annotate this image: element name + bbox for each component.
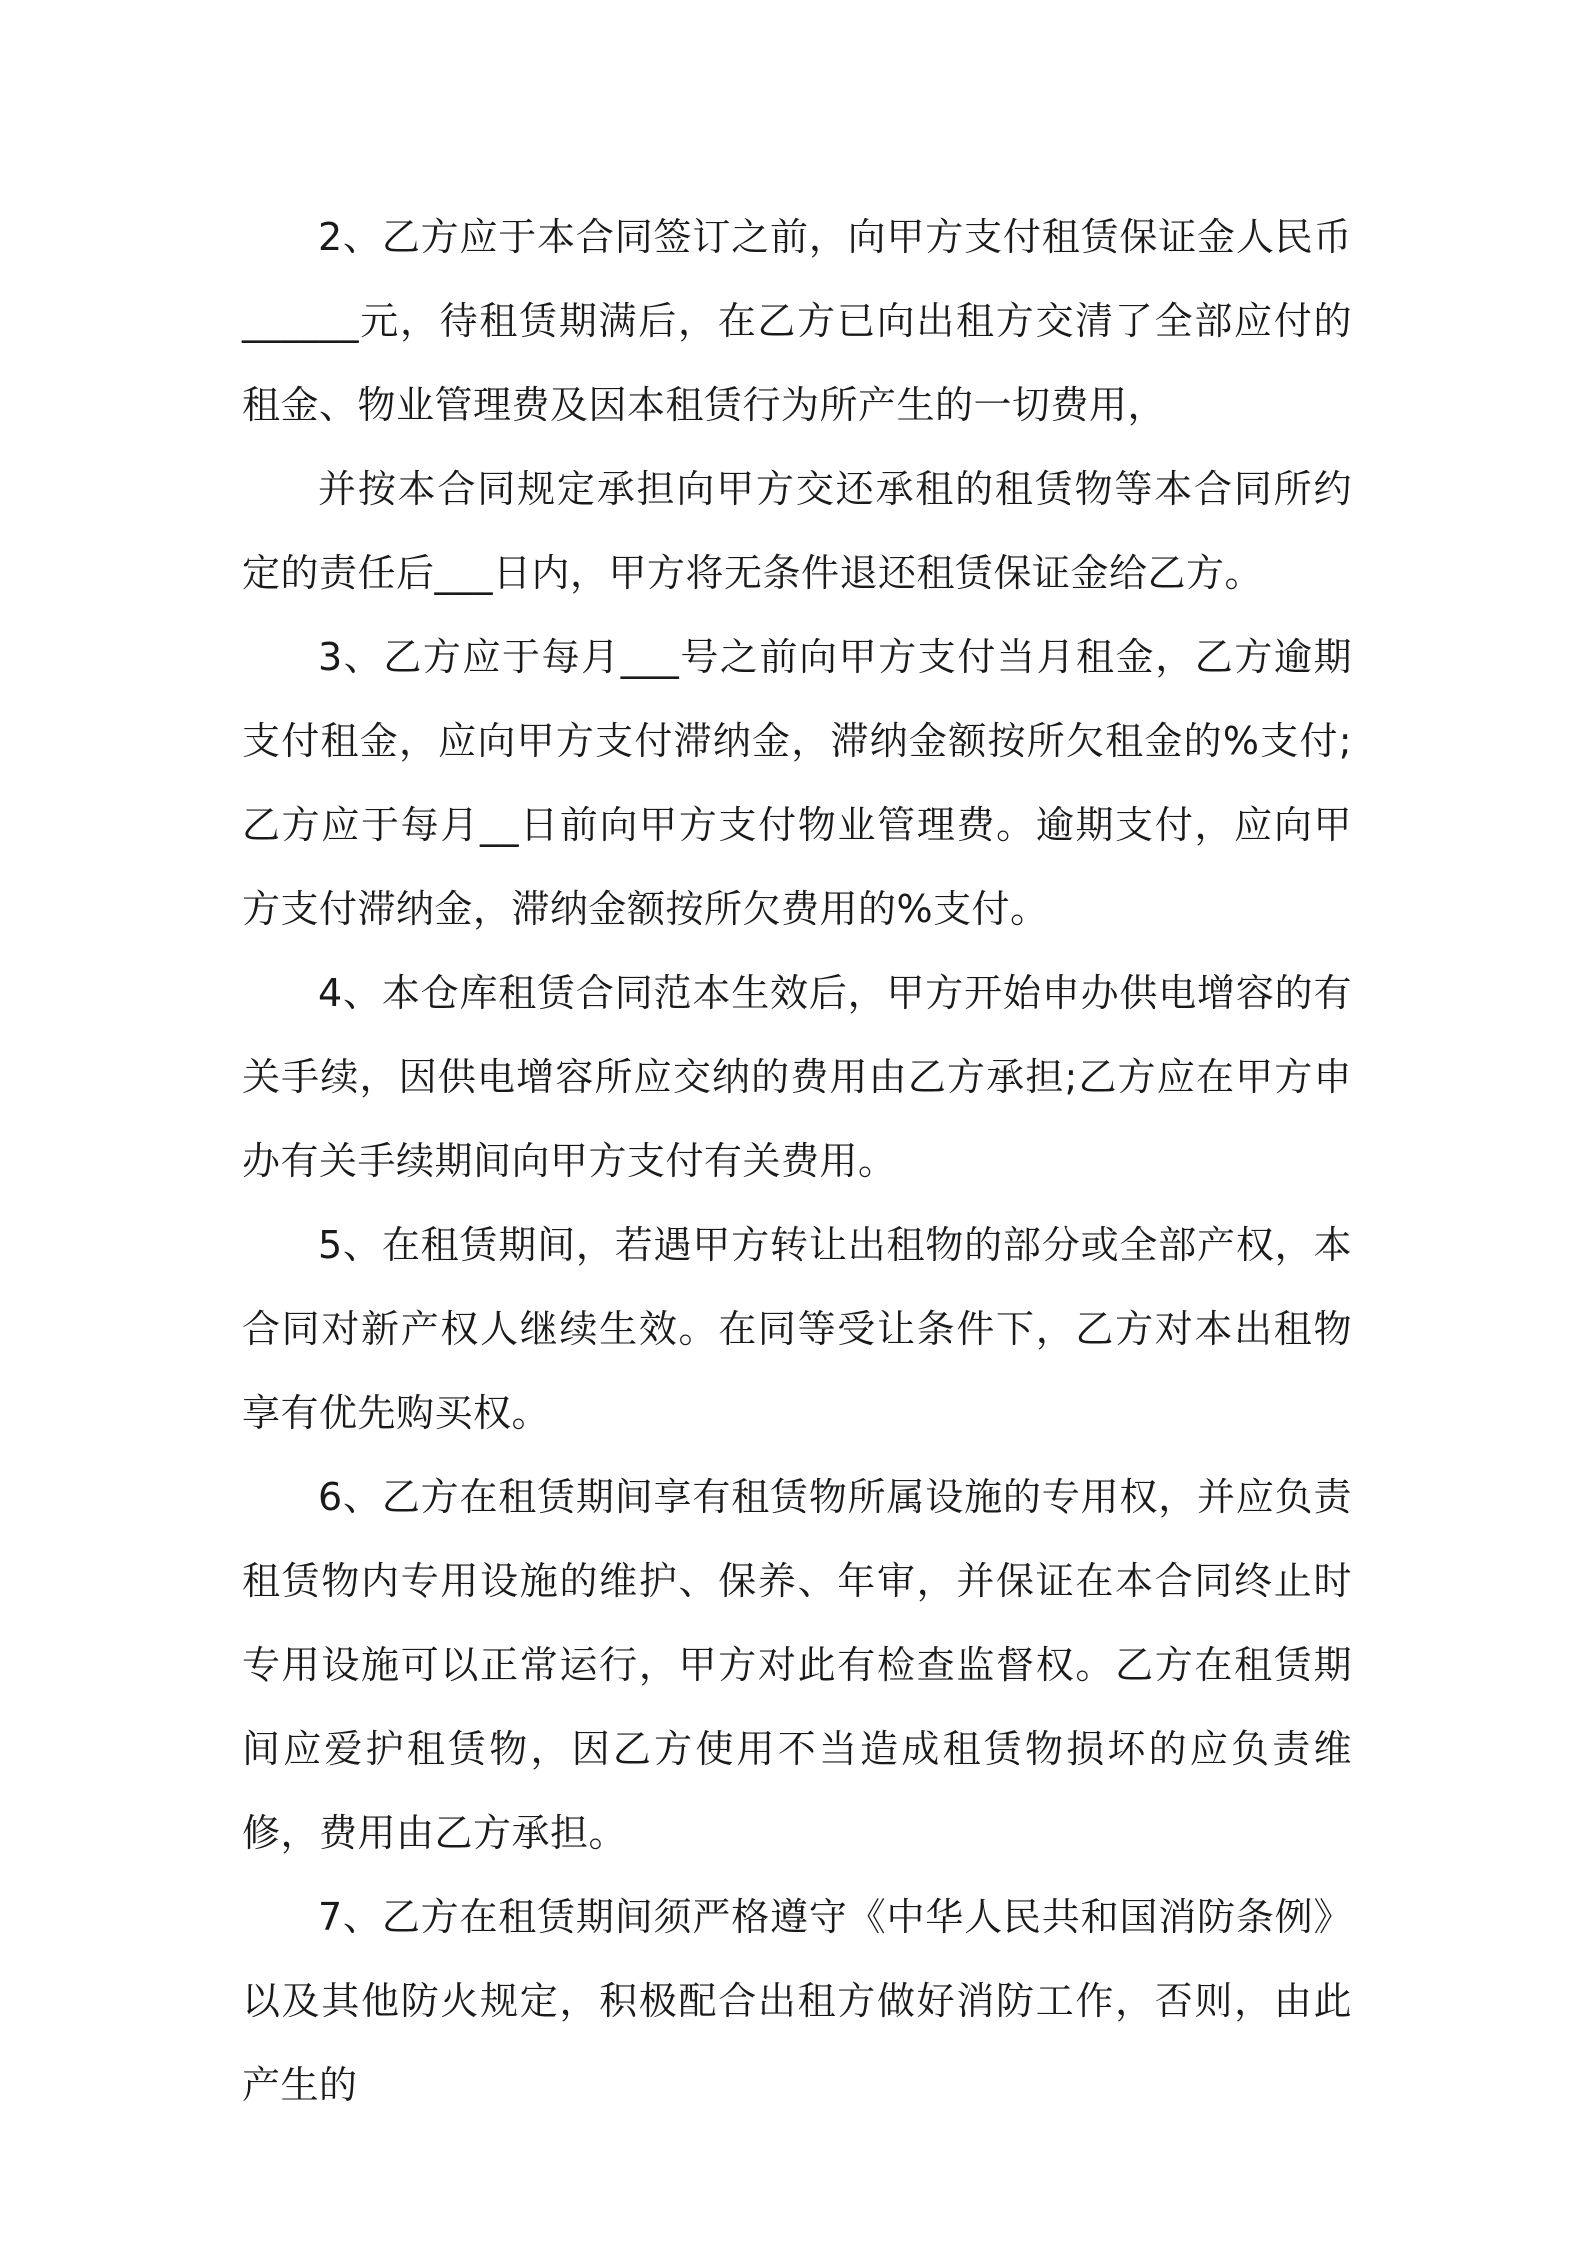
paragraph-clause-4: 4、本仓库租赁合同范本生效后，甲方开始申办供电增容的有关手续，因供电增容所应交纳的费用由乙方承担;乙方应在甲方申办有关手续期间向甲方支付有关费用。 bbox=[242, 971, 1352, 1183]
paragraph-clause-3: 3、乙方应于每月___号之前向甲方支付当月租金，乙方逾期支付租金，应向甲方支付滞纳金，滞纳金额按所欠租金的%支付;乙方应于每月__日前向甲方支付物业管理费。逾期支付，应向甲方支付滞纳金，滞纳金额按所欠费用的%支付。 bbox=[242, 635, 1352, 931]
paragraph-clause-7: 7、乙方在租赁期间须严格遵守《中华人民共和国消防条例》以及其他防火规定，积极配合出租方做好消防工作，否则，由此产生的 bbox=[242, 1895, 1352, 2107]
paragraph-clause-2-continued: 并按本合同规定承担向甲方交还承租的租赁物等本合同所约定的责任后___日内，甲方将无条件退还租赁保证金给乙方。 bbox=[242, 467, 1352, 595]
paragraph-clause-5: 5、在租赁期间，若遇甲方转让出租物的部分或全部产权，本合同对新产权人继续生效。在同等受让条件下，乙方对本出租物享有优先购买权。 bbox=[242, 1223, 1352, 1435]
document-body bbox=[242, 195, 1352, 2127]
paragraph-clause-2: 2、乙方应于本合同签订之前，向甲方支付租赁保证金人民币______元，待租赁期满后，在乙方已向出租方交清了全部应付的租金、物业管理费及因本租赁行为所产生的一切费用， bbox=[242, 215, 1352, 427]
paragraph-clause-6: 6、乙方在租赁期间享有租赁物所属设施的专用权，并应负责租赁物内专用设施的维护、保养、年审，并保证在本合同终止时专用设施可以正常运行，甲方对此有检查监督权。乙方在租赁期间应爱护租赁物，因乙方使用不当造成租赁物损坏的应负责维修，费用由乙方承担。 bbox=[242, 1475, 1352, 1855]
